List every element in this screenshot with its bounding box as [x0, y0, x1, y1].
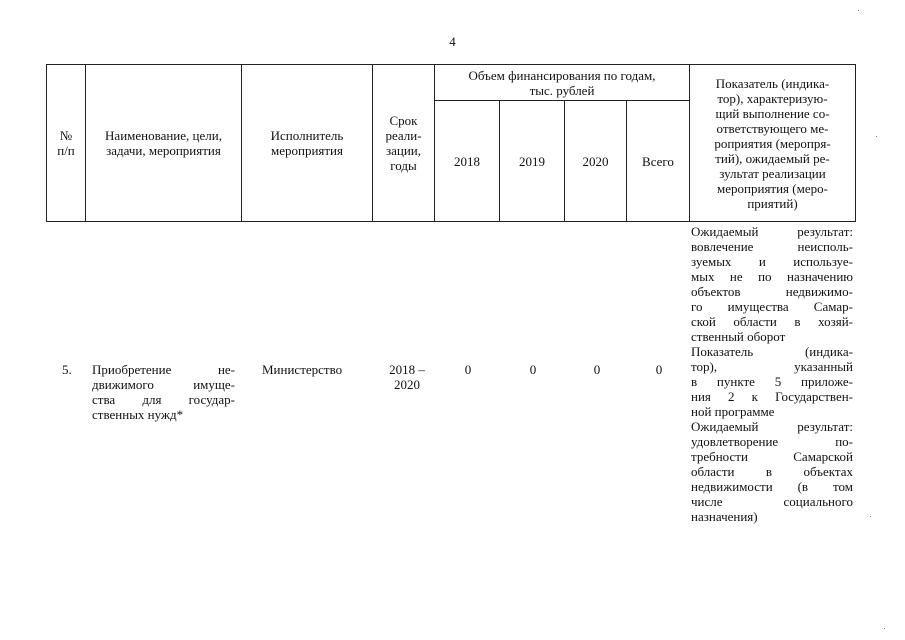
row-executor: Министерство: [262, 362, 343, 377]
row-value-2018: 0: [464, 362, 472, 377]
row-number: 5.: [62, 362, 72, 377]
header-indicator: Показатель (индика- тор), характеризую- щий выполнение со- ответствующего ме- роприятия (меропря- тий), ожидаемый ре- зультат реализации мероприятия (меро- приятий): [714, 75, 831, 211]
header-funding: Объем финансирования по годам, тыс. рублей: [468, 67, 656, 98]
row-name: Приобретение не- движимого имуще- ства для государ- ственных нужд*: [92, 362, 235, 422]
row-value-2020: 0: [593, 362, 601, 377]
header-year-2019: 2019: [519, 153, 545, 169]
table-header: [46, 64, 856, 222]
header-year-2020: 2020: [582, 153, 609, 169]
scan-speck: [876, 136, 877, 137]
header-num: № п/п: [57, 128, 75, 158]
scan-speck: [884, 628, 885, 629]
row-term: 2018 – 2020: [389, 362, 425, 392]
row-total: 0: [655, 362, 663, 377]
scan-speck: [870, 516, 871, 517]
header-total: Всего: [642, 153, 674, 169]
header-executor: Исполнитель мероприятия: [270, 128, 344, 158]
scan-speck: [858, 10, 859, 11]
row-value-2019: 0: [529, 362, 537, 377]
header-name: Наименование, цели, задачи, мероприятия: [105, 128, 222, 158]
header-term: Срок реали- зации, годы: [385, 113, 422, 173]
row-indicator: Ожидаемый результат: вовлечение неисполь- зуемых и используе- мых не по назначению объектов недвижимо- го имущества Самар- ской области в хозяй- ственный оборот Показатель (индика- тор), указанный в пункте 5 приложе- ния 2 к Государствен- ной программе Ожидаемый результат: удовлетворение по- требности Самарской области в объектах недвижимости (в том числе социального назначения): [691, 224, 853, 524]
page-number: 4: [449, 34, 456, 49]
header-year-2018: 2018: [454, 153, 480, 169]
